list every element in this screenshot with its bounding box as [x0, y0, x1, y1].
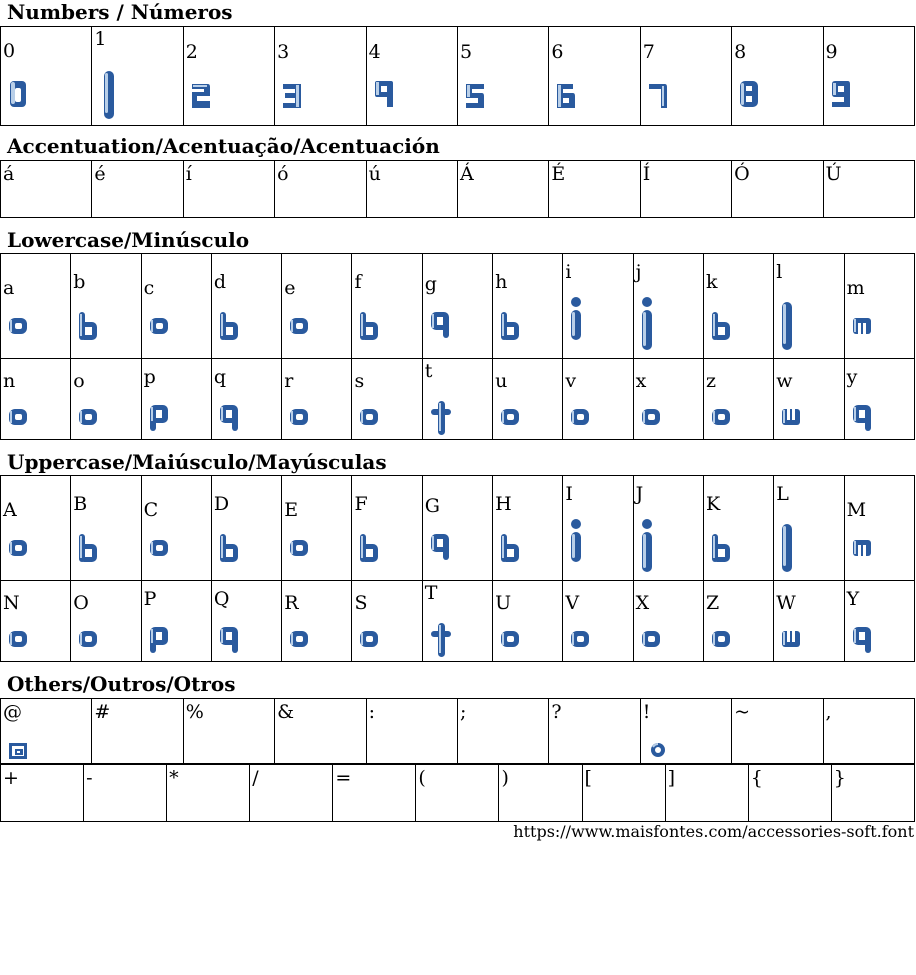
char-label: Ó — [734, 163, 750, 185]
glyph-d-icon — [218, 310, 240, 342]
table-row — [1, 27, 915, 126]
char-label: é — [94, 163, 106, 185]
char-label: Í — [642, 163, 651, 185]
char-label: n — [3, 370, 16, 392]
glyph-cell — [333, 765, 416, 822]
glyph-r-icon — [288, 629, 310, 649]
char-label: T — [424, 582, 438, 604]
char-label: + — [3, 767, 19, 789]
glyph-t-icon — [429, 399, 453, 437]
others-table-2 — [0, 764, 915, 822]
glyph-cell — [563, 476, 633, 581]
glyph-cell — [275, 161, 366, 218]
char-label: p — [143, 366, 156, 388]
glyph-q-icon — [218, 403, 240, 433]
glyph-cell — [366, 27, 457, 126]
glyph-j-icon — [640, 296, 654, 352]
glyph-m-icon — [851, 316, 873, 336]
glyph-cell — [183, 699, 274, 764]
glyph-cell — [92, 161, 183, 218]
glyph-cell — [71, 581, 141, 662]
glyph-cell — [366, 161, 457, 218]
glyph-cell — [167, 765, 250, 822]
glyph-cell — [823, 699, 914, 764]
glyph-cell — [732, 27, 823, 126]
glyph-cell — [563, 359, 633, 440]
glyph-four-icon — [373, 79, 395, 109]
glyph-t-icon — [429, 621, 453, 659]
char-label: q — [213, 366, 227, 388]
char-label: Q — [213, 588, 230, 610]
table-row — [1, 765, 915, 822]
glyph-u-icon — [499, 407, 521, 427]
glyph-cell — [71, 254, 141, 359]
char-label: h — [495, 271, 508, 293]
glyph-cell — [422, 359, 492, 440]
glyph-cell — [1, 765, 84, 822]
char-label: Z — [705, 592, 720, 614]
glyph-n-icon — [7, 407, 29, 427]
char-label: z — [705, 370, 716, 392]
glyph-cell — [183, 27, 274, 126]
glyph-cell — [499, 765, 582, 822]
char-label: e — [284, 277, 296, 299]
glyph-cell — [844, 476, 914, 581]
glyph-i-icon — [569, 296, 583, 352]
glyph-e-icon — [288, 538, 310, 558]
char-label: 3 — [277, 41, 290, 63]
glyph-six-icon — [555, 82, 577, 110]
glyph-cell — [732, 699, 823, 764]
glyph-v-icon — [569, 629, 591, 649]
glyph-at-icon — [7, 741, 29, 761]
glyph-r-icon — [288, 407, 310, 427]
glyph-cell — [703, 359, 773, 440]
glyph-cell — [549, 699, 640, 764]
glyph-m-icon — [851, 538, 873, 558]
char-label: j — [635, 261, 642, 283]
others-table-1 — [0, 698, 915, 764]
glyph-g-icon — [429, 532, 451, 562]
lowercase-table — [0, 253, 915, 440]
glyph-cell — [633, 581, 703, 662]
char-label: x — [635, 370, 647, 392]
glyph-cell — [493, 476, 563, 581]
char-label: / — [252, 767, 259, 789]
glyph-k-icon — [710, 532, 732, 564]
table-row — [1, 161, 915, 218]
glyph-cell — [352, 359, 422, 440]
char-label: r — [284, 370, 294, 392]
glyph-cell — [422, 581, 492, 662]
char-label: W — [776, 592, 796, 614]
char-label: A — [3, 499, 17, 521]
glyph-v-icon — [569, 407, 591, 427]
table-row — [1, 359, 915, 440]
glyph-cell — [282, 254, 352, 359]
glyph-cell — [640, 27, 731, 126]
glyph-cell — [141, 359, 211, 440]
char-label: 2 — [185, 41, 198, 63]
glyph-cell — [1, 359, 71, 440]
glyph-cell — [640, 161, 731, 218]
char-label: 6 — [551, 41, 564, 63]
glyph-cell — [1, 254, 71, 359]
glyph-cell — [1, 161, 92, 218]
char-label: 9 — [825, 41, 838, 63]
glyph-cell — [774, 359, 844, 440]
glyph-cell — [352, 254, 422, 359]
glyph-cell — [422, 254, 492, 359]
char-label: N — [3, 592, 20, 614]
source-url[interactable]: https://www.maisfontes.com/accessories-soft.font — [513, 822, 914, 841]
glyph-u-icon — [499, 629, 521, 649]
char-label: t — [424, 360, 433, 382]
glyph-y-icon — [851, 403, 873, 433]
char-label: Y — [846, 588, 860, 610]
glyph-l-icon — [780, 522, 794, 574]
glyph-cell — [844, 254, 914, 359]
char-label: L — [776, 483, 789, 505]
table-row — [1, 581, 915, 662]
table-row — [1, 476, 915, 581]
char-label: } — [833, 767, 846, 789]
glyph-cell — [732, 161, 823, 218]
glyph-c-icon — [148, 538, 170, 558]
glyph-cell — [211, 476, 281, 581]
char-label: I — [565, 483, 573, 505]
glyph-cell — [457, 699, 548, 764]
glyph-cell — [141, 581, 211, 662]
char-label: S — [354, 592, 368, 614]
glyph-j-icon — [640, 518, 654, 574]
glyph-cell — [633, 254, 703, 359]
glyph-eight-icon — [738, 79, 760, 109]
char-label: J — [635, 483, 644, 505]
glyph-h-icon — [499, 532, 521, 564]
char-label: o — [73, 370, 85, 392]
char-label: , — [825, 701, 832, 723]
glyph-n-icon — [7, 629, 29, 649]
char-label: Á — [459, 163, 474, 185]
char-label: 5 — [459, 41, 473, 63]
table-row — [1, 699, 915, 764]
glyph-cell — [352, 581, 422, 662]
glyph-cell — [823, 27, 914, 126]
glyph-cell — [703, 476, 773, 581]
glyph-cell — [457, 27, 548, 126]
char-label: E — [284, 499, 299, 521]
char-label: y — [846, 366, 858, 388]
char-label: ; — [459, 701, 467, 723]
char-label: : — [368, 701, 375, 723]
glyph-cell — [92, 27, 183, 126]
glyph-cell — [774, 476, 844, 581]
glyph-cell — [84, 765, 167, 822]
glyph-cell — [457, 161, 548, 218]
glyph-l-icon — [780, 300, 794, 352]
glyph-cell — [549, 27, 640, 126]
glyph-cell — [422, 476, 492, 581]
glyph-cell — [92, 699, 183, 764]
char-label: P — [143, 588, 157, 610]
char-label: ! — [642, 701, 651, 723]
glyph-cell — [703, 581, 773, 662]
char-label: f — [354, 271, 362, 293]
char-label: u — [495, 370, 508, 392]
glyph-cell — [703, 254, 773, 359]
char-label: G — [424, 495, 440, 517]
char-label: É — [551, 163, 566, 185]
char-label: b — [73, 271, 86, 293]
glyph-cell — [211, 359, 281, 440]
char-label: [ — [584, 767, 592, 789]
glyph-w-icon — [780, 629, 802, 649]
char-label: F — [354, 493, 368, 515]
glyph-cell — [1, 699, 92, 764]
char-label: 4 — [368, 41, 381, 63]
char-label: M — [846, 499, 867, 521]
char-label: * — [169, 767, 179, 789]
glyph-w-icon — [780, 407, 802, 427]
numbers-table — [0, 26, 915, 126]
glyph-cell — [633, 359, 703, 440]
glyph-z-icon — [710, 629, 732, 649]
glyph-cell — [1, 476, 71, 581]
glyph-cell — [563, 254, 633, 359]
char-label: i — [565, 261, 572, 283]
glyph-cell — [282, 476, 352, 581]
glyph-seven-icon — [647, 82, 669, 110]
glyph-cell — [183, 161, 274, 218]
char-label: H — [495, 493, 512, 515]
char-label: 1 — [94, 28, 107, 50]
char-label: k — [705, 271, 718, 293]
glyph-cell — [640, 699, 731, 764]
char-label: D — [213, 493, 230, 515]
uppercase-table — [0, 475, 915, 662]
glyph-cell — [844, 581, 914, 662]
glyph-three-icon — [281, 82, 303, 110]
glyph-one-icon — [102, 69, 116, 121]
glyph-i-icon — [569, 518, 583, 574]
glyph-a-icon — [7, 316, 29, 336]
char-label: ~ — [734, 701, 751, 723]
glyph-cell — [563, 581, 633, 662]
glyph-cell — [416, 765, 499, 822]
char-label: V — [565, 592, 580, 614]
glyph-cell — [493, 581, 563, 662]
char-label: d — [213, 271, 227, 293]
char-label: - — [86, 767, 93, 789]
glyph-cell — [1, 27, 92, 126]
char-label: K — [705, 493, 721, 515]
glyph-f-icon — [358, 532, 380, 564]
section-title-uppercase: Uppercase/Maiúsculo/Mayúsculas — [7, 450, 387, 474]
char-label: = — [335, 767, 352, 789]
char-label: s — [354, 370, 365, 392]
glyph-cell — [844, 359, 914, 440]
glyph-nine-icon — [830, 79, 852, 109]
char-label: 7 — [642, 41, 655, 63]
glyph-q-icon — [218, 625, 240, 655]
glyph-s-icon — [358, 629, 380, 649]
char-label: { — [750, 767, 763, 789]
glyph-cell — [275, 27, 366, 126]
char-label: m — [846, 277, 865, 299]
glyph-e-icon — [288, 316, 310, 336]
glyph-k-icon — [710, 310, 732, 342]
char-label: ? — [551, 701, 562, 723]
char-label: B — [73, 493, 88, 515]
section-title-numbers: Numbers / Números — [7, 0, 233, 24]
glyph-b-icon — [77, 310, 99, 342]
char-label: R — [284, 592, 299, 614]
section-title-others: Others/Outros/Otros — [7, 672, 236, 696]
char-label: & — [277, 701, 295, 723]
glyph-o-icon — [77, 629, 99, 649]
char-label: a — [3, 277, 15, 299]
glyph-cell — [665, 765, 748, 822]
char-label: c — [143, 277, 155, 299]
section-title-lowercase: Lowercase/Minúsculo — [7, 228, 250, 252]
char-label: ( — [418, 767, 426, 789]
glyph-exclamation-icon — [649, 741, 667, 759]
char-label: v — [565, 370, 577, 392]
glyph-cell — [250, 765, 333, 822]
char-label: ú — [368, 163, 381, 185]
table-row — [1, 254, 915, 359]
glyph-x-icon — [640, 407, 662, 427]
glyph-cell — [831, 765, 914, 822]
glyph-s-icon — [358, 407, 380, 427]
glyph-cell — [823, 161, 914, 218]
glyph-z-icon — [710, 407, 732, 427]
char-label: U — [495, 592, 512, 614]
glyph-cell — [748, 765, 831, 822]
char-label: ) — [501, 767, 509, 789]
glyph-h-icon — [499, 310, 521, 342]
glyph-b-icon — [77, 532, 99, 564]
glyph-cell — [71, 359, 141, 440]
glyph-y-icon — [851, 625, 873, 655]
glyph-a-icon — [7, 538, 29, 558]
glyph-cell — [282, 359, 352, 440]
glyph-cell — [493, 254, 563, 359]
glyph-cell — [1, 581, 71, 662]
char-label: @ — [3, 701, 22, 723]
glyph-cell — [211, 581, 281, 662]
glyph-cell — [549, 161, 640, 218]
char-label: O — [73, 592, 89, 614]
glyph-p-icon — [148, 403, 170, 433]
glyph-d-icon — [218, 532, 240, 564]
glyph-zero-icon — [7, 79, 29, 109]
glyph-x-icon — [640, 629, 662, 649]
glyph-g-icon — [429, 310, 451, 340]
glyph-o-icon — [77, 407, 99, 427]
glyph-cell — [366, 699, 457, 764]
glyph-p-icon — [148, 625, 170, 655]
char-label: X — [635, 592, 650, 614]
char-label: l — [776, 261, 783, 283]
glyph-cell — [141, 476, 211, 581]
glyph-cell — [352, 476, 422, 581]
glyph-cell — [774, 581, 844, 662]
char-label: C — [143, 499, 159, 521]
accentuation-table — [0, 160, 915, 218]
glyph-cell — [282, 581, 352, 662]
char-label: % — [185, 701, 204, 723]
char-label: ó — [277, 163, 289, 185]
glyph-c-icon — [148, 316, 170, 336]
char-label: á — [3, 163, 15, 185]
glyph-cell — [633, 476, 703, 581]
glyph-cell — [774, 254, 844, 359]
glyph-cell — [493, 359, 563, 440]
char-label: w — [776, 370, 793, 392]
char-label: ] — [667, 767, 676, 789]
glyph-cell — [582, 765, 665, 822]
glyph-two-icon — [190, 82, 212, 110]
char-label: 0 — [3, 40, 16, 62]
char-label: g — [424, 273, 437, 295]
glyph-cell — [71, 476, 141, 581]
section-title-accentuation: Accentuation/Acentuação/Acentuación — [7, 134, 440, 158]
char-label: # — [94, 701, 111, 723]
char-label: í — [185, 163, 192, 185]
glyph-cell — [211, 254, 281, 359]
glyph-cell — [275, 699, 366, 764]
glyph-cell — [141, 254, 211, 359]
glyph-f-icon — [358, 310, 380, 342]
char-label: 8 — [734, 41, 747, 63]
glyph-five-icon — [464, 82, 486, 110]
char-label: Ú — [825, 163, 842, 185]
